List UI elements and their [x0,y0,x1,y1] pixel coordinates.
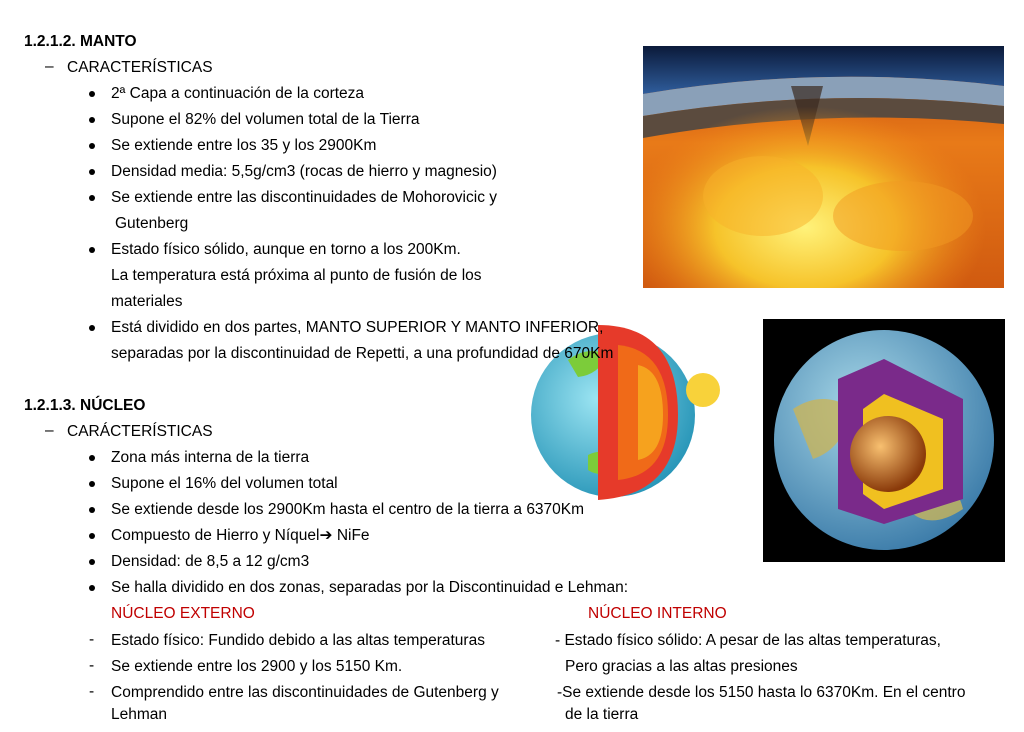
manto-item: La temperatura está próxima al punto de fusión de los [111,267,482,284]
nucleo-interno-title: NÚCLEO INTERNO [588,605,727,622]
manto-item: Supone el 82% del volumen total de la Tierra [111,111,420,128]
dash-marker: - [89,631,95,648]
externo-item: Comprendido entre las discontinuidades de Gutenberg y [111,684,499,701]
bullet [89,325,95,331]
nucleo-item: NiFe [336,527,370,544]
externo-item: Estado físico: Fundido debido a las altas temperaturas [111,632,485,649]
manto-item: Densidad media: 5,5g/cm3 (rocas de hierro y magnesio) [111,163,497,180]
bullet [89,507,95,513]
manto-item: Se extiende entre los 35 y los 2900Km [111,137,377,154]
interno-item: - Estado físico sólido: A pesar de las altas temperaturas, [555,632,941,649]
manto-item: 2ª Capa a continuación de la corteza [111,85,365,102]
manto-item: Se extiende entre las discontinuidades de Mohorovicic y [111,189,498,206]
bullet [89,455,95,461]
dash-marker: - [89,683,95,700]
manto-item: Estado físico sólido, aunque en torno a los 200Km. [111,241,461,258]
dash-marker: – [45,58,54,75]
dash-marker: – [45,422,54,439]
nucleo-item: Zona más interna de la tierra [111,449,310,466]
nucleo-item: Se extiende desde los 2900Km hasta el centro de la tierra a 6370Km [111,501,585,518]
interno-item: de la tierra [565,706,639,723]
manto-item: Está dividido en dos partes, MANTO SUPERIOR Y MANTO INFERIOR, [111,319,604,336]
dash-marker: - [89,657,95,674]
nucleo-item: Supone el 16% del volumen total [111,475,338,492]
bullet [89,143,95,149]
externo-item: Lehman [111,706,168,723]
bullet [89,559,95,565]
bullet [89,169,95,175]
bullet [89,585,95,591]
nucleo-item: Compuesto de Hierro y Níquel [111,527,320,544]
bullet [89,533,95,539]
interno-item: Pero gracias a las altas presiones [565,658,798,675]
manto-item: Gutenberg [115,215,189,232]
nucleo-item: Se halla dividido en dos zonas, separadas por la Discontinuidad e Lehman: [111,579,629,596]
nucleo-item-composition [111,526,370,546]
arrow-right-icon: ➔ [319,527,333,544]
nucleo-externo-title: NÚCLEO EXTERNO [111,605,255,622]
bullet [89,117,95,123]
nucleo-heading: 1.2.1.3. NÚCLEO [24,397,146,414]
manto-heading: 1.2.1.2. MANTO [24,33,137,50]
earth-globe-cutaway-image [763,319,1005,562]
bullet [89,195,95,201]
manto-item: materiales [111,293,183,310]
interno-item: -Se extiende desde los 5150 hasta lo 6370Km. En el centro [557,684,966,701]
nucleo-subheading: CARÁCTERÍSTICAS [67,423,213,440]
bullet [89,481,95,487]
nucleo-item: Densidad: de 8,5 a 12 g/cm3 [111,553,310,570]
bullet [89,91,95,97]
externo-item: Se extiende entre los 2900 y los 5150 Km. [111,658,403,675]
mantle-cross-section-image [643,46,1004,288]
bullet [89,247,95,253]
manto-item: separadas por la discontinuidad de Repetti, a una profundidad de 670Km [111,345,614,362]
manto-subheading: CARACTERÍSTICAS [67,59,213,76]
